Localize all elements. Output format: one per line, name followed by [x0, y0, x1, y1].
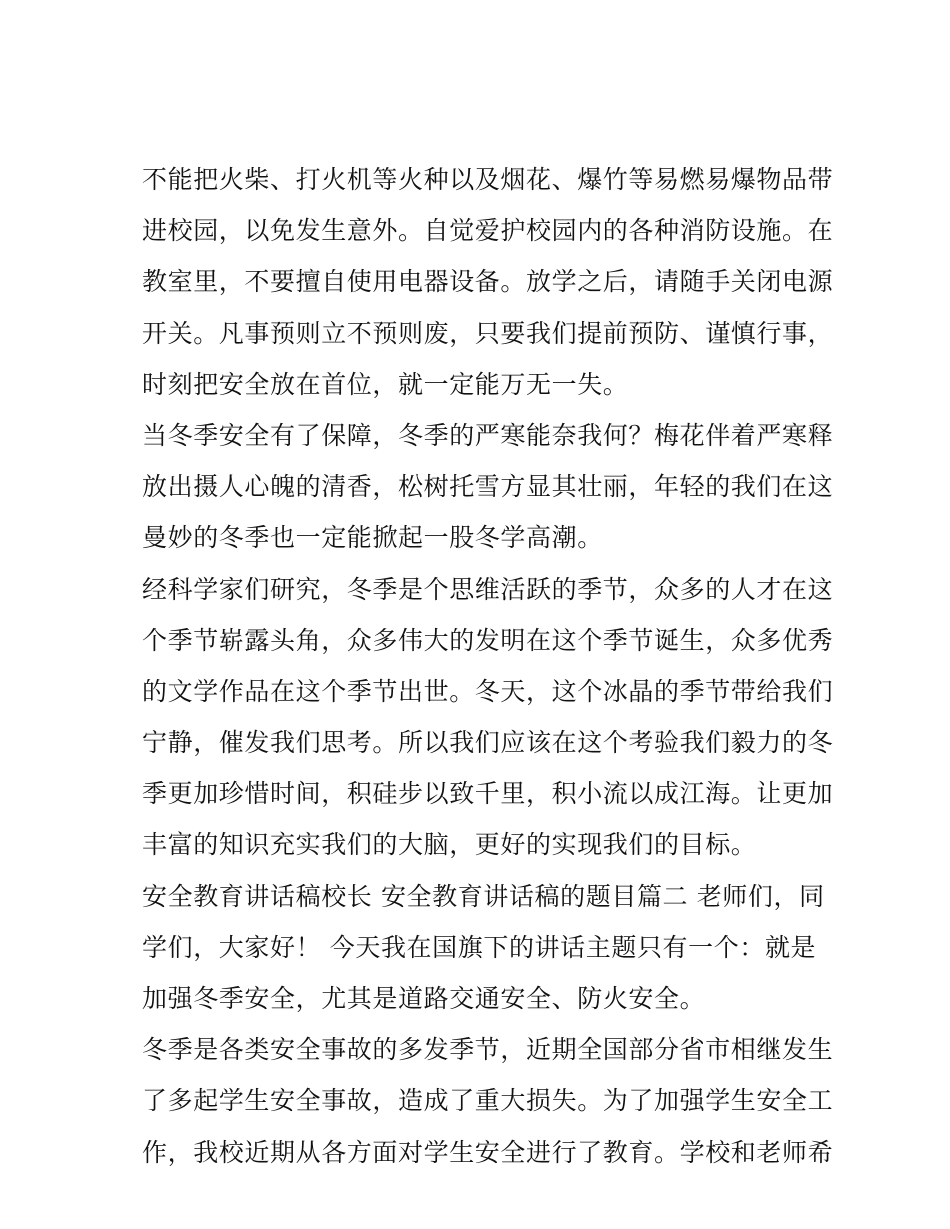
text-line: 作，我校近期从各方面对学生安全进行了教育。学校和老师希 [142, 1137, 834, 1167]
text-line: 季更加珍惜时间，积硅步以致千里，积小流以成江海。让更加 [142, 779, 834, 809]
text-line: 放出摄人心魄的清香，松树托雪方显其壮丽，年轻的我们在这 [142, 472, 834, 502]
text-line: 当冬季安全有了保障，冬季的严寒能奈我何？梅花伴着严寒释 [142, 420, 834, 450]
text-line: 了多起学生安全事故，造成了重大损失。为了加强学生安全工 [142, 1086, 834, 1116]
paragraph-winter-accidents [142, 1024, 834, 1178]
paragraph-winter-study [142, 564, 834, 871]
text-line: 教室里，不要擅自使用电器设备。放学之后，请随手关闭电源 [142, 267, 834, 297]
text-line: 学们，大家好！ 今天我在国旗下的讲话主题只有一个：就是 [142, 932, 817, 962]
text-line: 开关。凡事预则立不预则废，只要我们提前预防、谨慎行事， [142, 318, 834, 348]
paragraph-speech-heading [142, 871, 825, 1025]
text-line: 进校园，以免发生意外。自觉爱护校园内的各种消防设施。在 [142, 216, 834, 246]
text-line: 丰富的知识充实我们的大脑，更好的实现我们的目标。 [142, 830, 757, 860]
text-line: 冬季是各类安全事故的多发季节，近期全国部分省市相继发生 [142, 1035, 834, 1065]
text-line: 曼妙的冬季也一定能掀起一股冬学高潮。 [142, 523, 603, 553]
text-line: 经科学家们研究，冬季是个思维活跃的季节，众多的人才在这 [142, 574, 834, 604]
text-line: 不能把火柴、打火机等火种以及烟花、爆竹等易燃易爆物品带 [142, 165, 834, 194]
paragraph-fire-safety [142, 154, 834, 410]
text-line: 宁静，催发我们思考。所以我们应该在这个考验我们毅力的冬 [142, 728, 834, 758]
paragraph-winter-guarantee [142, 410, 834, 564]
text-line: 加强冬季安全，尤其是道路交通安全、防火安全。 [142, 984, 706, 1013]
text-line: 的文学作品在这个季节出世。冬天，这个冰晶的季节带给我们 [142, 676, 834, 706]
text-line: 安全教育讲话稿校长 安全教育讲话稿的题目篇二 老师们，同 [142, 881, 825, 911]
text-line: 时刻把安全放在首位，就一定能万无一失。 [142, 369, 629, 399]
document-body [142, 154, 834, 1178]
text-line: 个季节崭露头角，众多伟大的发明在这个季节诞生，众多优秀 [142, 625, 834, 655]
